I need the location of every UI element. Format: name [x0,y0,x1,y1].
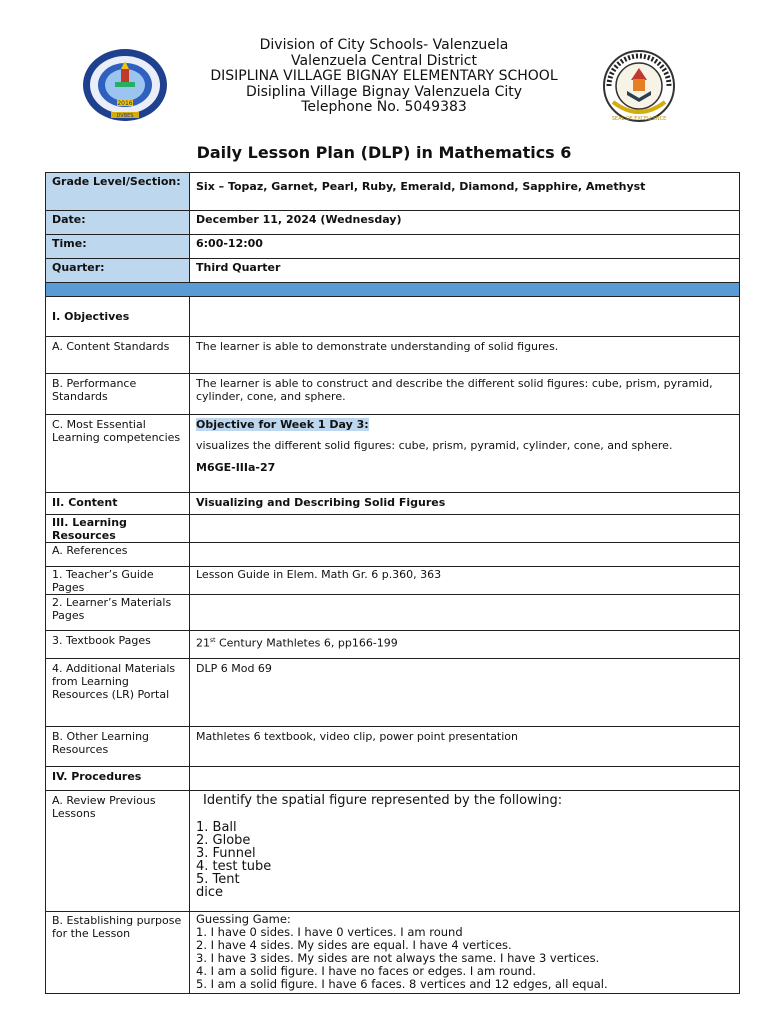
date-row [46,211,740,235]
lm-label: 2. Learner’s Materials Pages [46,595,190,631]
content-value: Visualizing and Describing Solid Figures [190,493,740,515]
melc-code: M6GE-IIIa-27 [196,461,276,474]
objectives-empty [190,297,740,337]
textbook-value: 21st Century Mathletes 6, pp166-199 [190,631,740,659]
procedures-row [46,767,740,791]
header-school-name: DISIPLINA VILLAGE BIGNAY ELEMENTARY SCHOOL [210,68,558,84]
tg-label: 1. Teacher’s Guide Pages [46,567,190,595]
objectives-heading: I. Objectives [46,297,190,337]
resources-row [46,515,740,543]
review-label: A. Review Previous Lessons [46,791,190,912]
purpose-row [46,912,740,994]
tg-row [46,567,740,595]
references-label: A. References [46,543,190,567]
date-value: December 11, 2024 (Wednesday) [190,211,740,235]
header-telephone: Telephone No. 5049383 [301,99,467,115]
additional-value: DLP 6 Mod 69 [190,659,740,727]
purpose-intro: Guessing Game: [196,912,291,926]
grade-row [46,173,740,211]
grade-value: Six – Topaz, Garnet, Pearl, Ruby, Emerald, Diamond, Sapphire, Amethyst [190,173,740,211]
melc-cell [190,415,740,493]
review-list [196,821,733,899]
other-resources-label: B. Other Learning Resources [46,727,190,767]
melc-objective: Objective for Week 1 Day 3: [196,418,369,431]
time-row [46,235,740,259]
purpose-item: 2. I have 4 sides. My sides are equal. I have 4 vertices. [196,938,512,952]
review-item: 4. test tube [196,859,272,874]
quarter-row [46,259,740,283]
other-resources-value: Mathletes 6 textbook, video clip, power point presentation [190,727,740,767]
svg-text:DVBES: DVBES [116,113,134,119]
review-item: dice [196,885,224,900]
textbook-row [46,631,740,659]
procedures-heading: IV. Procedures [46,767,190,791]
purpose-item: 4. I am a solid figure. I have no faces or edges. I am round. [196,964,536,978]
division-seal-logo [597,50,681,122]
resources-heading: III. Learning Resources [46,515,190,543]
resources-empty [190,515,740,543]
divider-band [46,283,740,297]
purpose-item: 1. I have 0 sides. I have 0 vertices. I am round [196,925,463,939]
header-division: Division of City Schools- Valenzuela [259,37,509,53]
purpose-label: B. Establishing purpose for the Lesson [46,912,190,994]
references-empty [190,543,740,567]
textbook-label: 3. Textbook Pages [46,631,190,659]
melc-text: visualizes the different solid figures: cube, prism, pyramid, cylinder, cone, and sphere. [196,439,673,452]
grade-label: Grade Level/Section: [46,173,190,211]
section-divider [46,283,740,297]
review-item: 1. Ball [196,820,237,835]
page-title: Daily Lesson Plan (DLP) in Mathematics 6 [196,143,572,162]
performance-standards-row [46,374,740,415]
content-standards-row [46,337,740,374]
svg-text:2016: 2016 [117,100,133,107]
procedures-empty [190,767,740,791]
performance-standards-label: B. Performance Standards [46,374,190,415]
purpose-item: 5. I am a solid figure. I have 6 faces. 8 vertices and 12 edges, all equal. [196,977,608,991]
performance-standards-value: The learner is able to construct and describe the different solid figures: cube, prism, pyramid, cylinder, cone, and sphere. [190,374,740,415]
objectives-row [46,297,740,337]
content-label: II. Content [46,493,190,515]
purpose-list [196,926,733,991]
lm-empty [190,595,740,631]
purpose-cell [190,912,740,994]
review-item: 2. Globe [196,833,251,848]
melc-row [46,415,740,493]
additional-row [46,659,740,727]
references-row [46,543,740,567]
content-row [46,493,740,515]
purpose-item: 3. I have 3 sides. My sides are not always the same. I have 3 vertices. [196,951,600,965]
lesson-plan-table [45,172,740,994]
other-resources-row [46,727,740,767]
tg-value: Lesson Guide in Elem. Math Gr. 6 p.360, 363 [190,567,740,595]
content-standards-value: The learner is able to demonstrate understanding of solid figures. [190,337,740,374]
header-district: Valenzuela Central District [291,52,477,69]
review-item: 5. Tent [196,872,240,887]
date-label: Date: [46,211,190,235]
review-cell [190,791,740,912]
review-intro: Identify the spatial figure represented by the following: [203,793,563,808]
review-item: 3. Funnel [196,846,256,861]
header-address: Disiplina Village Bignay Valenzuela City [245,83,523,100]
school-seal-logo [82,48,168,122]
quarter-value: Third Quarter [190,259,740,283]
time-value: 6:00-12:00 [190,235,740,259]
quarter-label: Quarter: [46,259,190,283]
lm-row [46,595,740,631]
additional-label: 4. Additional Materials from Learning Resources (LR) Portal [46,659,190,727]
melc-label: C. Most Essential Learning competencies [46,415,190,493]
review-row [46,791,740,912]
content-standards-label: A. Content Standards [46,337,190,374]
time-label: Time: [46,235,190,259]
svg-text:SEAL OF EXCELLENCE: SEAL OF EXCELLENCE [611,116,667,122]
